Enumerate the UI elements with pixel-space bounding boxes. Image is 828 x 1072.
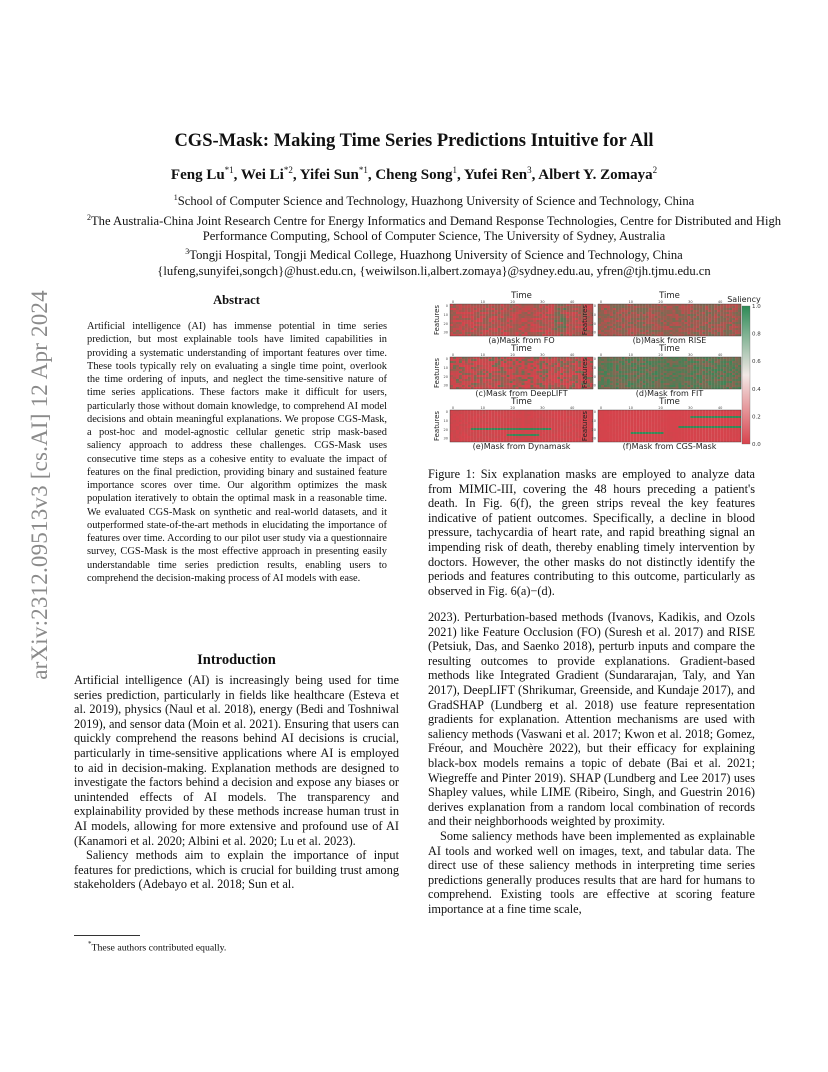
x-tick-label: 30 (688, 353, 693, 357)
figure-caption: Figure 1: Six explanation masks are employed to analyze data from MIMIC-III, covering the 48 hours preceding a patient's death. In Fig. 6(f), the green strips reveal the key features indicative of patient outcomes. Specifically, a decline in blood pressure, tachycardia of heart rate, and rapid breathing signal an impending risk of death, thereby enabling timely intervention by doctors. However, the other masks do not distinctly identify the periods and features contributing to this outcome, particularly as observed in Fig. 6(a)−(d). (428, 467, 755, 598)
x-tick-label: 10 (628, 353, 634, 357)
colorbar-tick-label: 0.2 (752, 414, 761, 421)
affiliation: $^3$Tongji Hospital, Tongji Medical College, Huazhong University of Science and Technology, China (185, 247, 683, 263)
x-tick-label: 40 (717, 300, 723, 304)
panel-ylabel: Features (581, 410, 589, 442)
y-tick-label: 30 (443, 330, 448, 335)
panel-axis-title: Time (511, 344, 532, 354)
x-tick-label: 0 (451, 353, 455, 357)
panel-caption: (c)Mask from DeepLIFT (475, 389, 568, 398)
y-tick-label: 20 (443, 374, 448, 379)
y-tick-label: 0 (445, 357, 448, 361)
x-tick-label: 30 (688, 406, 693, 410)
introduction-heading: Introduction (197, 652, 276, 668)
x-tick-label: 0 (451, 406, 455, 410)
author-list: Feng Lu$^{*1}$, Wei Li$^{*2}$, Yifei Sun$^{*1}$, Cheng Song$^1$, Yufei Ren$^3$, Albert Y. Zomaya$^2$ (170, 165, 658, 183)
x-tick-label: 40 (717, 406, 723, 410)
y-tick-label: 30 (591, 330, 596, 335)
author-name: Albert Y. Zomaya$^2$ (538, 165, 658, 183)
y-tick-label: 20 (443, 427, 448, 432)
y-tick-label: 20 (591, 427, 596, 432)
x-tick-label: 20 (658, 300, 663, 304)
y-tick-label: 30 (443, 383, 448, 388)
x-tick-label: 10 (628, 406, 634, 410)
y-tick-label: 30 (591, 436, 596, 441)
panel-axis-title: Time (511, 291, 532, 301)
x-tick-label: 10 (480, 353, 486, 357)
x-tick-label: 10 (480, 300, 486, 304)
panel-axis-title: Time (659, 397, 680, 407)
panel-caption: (f)Mask from CGS-Mask (622, 442, 717, 451)
panel-caption: (a)Mask from FO (488, 336, 555, 345)
y-tick-label: 10 (443, 365, 448, 370)
footnote: *These authors contributed equally. (88, 940, 227, 954)
y-tick-label: 10 (591, 418, 596, 423)
affiliation: $^1$School of Computer Science and Technology, Huazhong University of Science and Technology, China (173, 193, 695, 209)
panel-ylabel: Features (581, 357, 589, 389)
panel-axis-title: Time (659, 344, 680, 354)
paper-title: CGS-Mask: Making Time Series Predictions Intuitive for All (174, 131, 654, 151)
colorbar-tick-label: 0.0 (752, 442, 761, 448)
x-tick-label: 10 (628, 300, 634, 304)
author-name: Cheng Song$^1$ (375, 165, 457, 183)
paragraph: Saliency methods aim to explain the importance of input features for predictions, which is crucial for building trust among stakeholders (Adebayo et al. 2018; Sun et al. (74, 848, 399, 892)
figure-saliency-masks (428, 290, 768, 458)
panel-caption: (b)Mask from RISE (632, 336, 707, 345)
y-tick-label: 0 (445, 410, 448, 414)
y-tick-label: 0 (593, 357, 596, 361)
body-text-right (428, 610, 755, 916)
affiliations (84, 190, 784, 279)
arxiv-watermark: arXiv:2312.09513v3 [cs.AI] 12 Apr 2024 (27, 290, 52, 680)
author-name: Feng Lu$^{*1}$ (170, 165, 234, 183)
y-tick-label: 10 (591, 312, 596, 317)
x-tick-label: 0 (599, 406, 603, 410)
colorbar-tick-label: 0.8 (752, 331, 761, 338)
x-tick-label: 0 (599, 300, 603, 304)
emails: {lufeng,sunyifei,songch}@hust.edu.cn, {weiwilson.li,albert.zomaya}@sydney.edu.au, yfren@tjh.tjmu.edu.cn (157, 263, 711, 278)
y-tick-label: 0 (593, 410, 596, 414)
panel-ylabel: Features (433, 357, 441, 389)
x-tick-label: 20 (510, 300, 515, 304)
paragraph: Some saliency methods have been implemented as explainable AI tools and worked well on images, text, and tabular data. The direct use of these saliency methods in interpreting time series predictions generally produces results that are hard for humans to comprehend. Existing tools are effective at scoring feature importance at a fine time scale, (428, 828, 755, 916)
y-tick-label: 0 (593, 304, 596, 308)
panel-axis-title: Time (511, 397, 532, 407)
colorbar-tick-label: 0.4 (752, 386, 761, 393)
x-tick-label: 10 (480, 406, 486, 410)
x-tick-label: 20 (510, 406, 515, 410)
x-tick-label: 20 (658, 353, 663, 357)
x-tick-label: 20 (658, 406, 663, 410)
y-tick-label: 20 (591, 374, 596, 379)
y-tick-label: 20 (443, 321, 448, 326)
abstract-text: Artificial intelligence (AI) has immense potential in time series prediction, but most explainable tools have limited capabilities in providing a systematic understanding of important features over time. These tools typically rely on evaluating a single time point, overlook the time ordering of inputs, and neglect the time-sensitive nature of time series applications. These factors make it difficult for users, particularly those without domain knowledge, to comprehend AI model decisions and obtain meaningful explanations. We propose CGS-Mask, a post-hoc and model-agnostic cellular genetic strip mask-based saliency approach to address these challenges. CGS-Mask uses consecutive time steps as a cohesive entity to evaluate the impact of features on the final prediction, providing binary and sustained feature importance scores over time. Our algorithm optimizes the mask population iteratively to obtain the optimal mask in a reasonable time. We evaluated CGS-Mask on synthetic and real-world datasets, and it outperformed state-of-the-art methods in elucidating the importance of features over time. According to our pilot user study via a questionnaire survey, CGS-Mask is the most effective approach in presenting easily understandable time series prediction results, enabling users to comprehend the decision-making process of AI models with ease. (87, 321, 387, 584)
panel-ylabel: Features (581, 304, 589, 336)
colorbar-tick-label: 1.0 (752, 304, 761, 310)
panel-ylabel: Features (433, 410, 441, 442)
paragraph: Artificial intelligence (AI) is increasingly being used for time series prediction, particularly in fields like healthcare (Esteva et al. 2019), physics (Naul et al. 2018), energy (Bedi and Toshniwal 2019), and sensor data (Moin et al. 2021). Ensuring that users can quickly comprehend the reasons behind AI decisions is crucial, particularly in time-sensitive applications where AI is employed to aid in decision-making. Explanation methods are designed to investigate the factors behind a decision and expose any biases or unintended effects of AI models. The transparency and explainability provided by these methods increase human trust in AI models, allowing for more extensive and profound use of AI (Kanamori et al. 2020; Albini et al. 2020; Lu et al. 2023). (74, 673, 399, 848)
x-tick-label: 30 (540, 300, 545, 304)
x-tick-label: 20 (510, 353, 515, 357)
panel-caption: (e)Mask from Dynamask (472, 442, 571, 451)
abstract-heading: Abstract (213, 293, 260, 307)
y-tick-label: 10 (443, 312, 448, 317)
colorbar-title: Saliency (727, 295, 761, 304)
introduction-text (74, 673, 399, 892)
y-tick-label: 10 (591, 365, 596, 370)
y-tick-label: 10 (443, 418, 448, 423)
y-tick-label: 20 (591, 321, 596, 326)
x-tick-label: 0 (599, 353, 603, 357)
footnote-rule (74, 935, 140, 936)
x-tick-label: 40 (569, 353, 575, 357)
panel-caption: (d)Mask from FIT (635, 389, 704, 398)
y-tick-label: 30 (591, 383, 596, 388)
x-tick-label: 0 (451, 300, 455, 304)
y-tick-label: 0 (445, 304, 448, 308)
x-tick-label: 30 (540, 353, 545, 357)
affiliation: $^2$The Australia-China Joint Research Centre for Energy Informatics and Demand Response Technologies, Centre for Distributed and High Performance Computing, School of Computer Science, The University of Sydney, Australia (86, 212, 782, 243)
x-tick-label: 30 (688, 300, 693, 304)
colorbar-tick-label: 0.6 (752, 359, 761, 366)
x-tick-label: 40 (717, 353, 723, 357)
y-tick-label: 30 (443, 436, 448, 441)
x-tick-label: 30 (540, 406, 545, 410)
author-name: Wei Li$^{*2}$ (240, 165, 293, 183)
paragraph: 2023). Perturbation-based methods (Ivanovs, Kadikis, and Ozols 2021) like Feature Occlusion (FO) (Suresh et al. 2017) and RISE (Petsiuk, Das, and Saenko 2018), perturb inputs and compare the resulting outcomes to provide explanations. Gradient-based methods like Integrated Gradient (Sundararajan, Taly, and Yan 2017), DeepLIFT (Shrikumar, Greenside, and Kundaje 2017), and GradSHAP (Lundberg et al. 2018) use feature representation gradients for explanation. Attention mechanisms are used with saliency methods (Vaswani et al. 2017; Kwon et al. 2018; Gomez, Fréour, and Mouchère 2022), but their efficacy for explaining black-box models remains a topic of debate (Bai et al. 2021; Wiegreffe and Pinter 2019). SHAP (Lundberg and Lee 2017) uses Shapley values, while LIME (Ribeiro, Singh, and Guestrin 2016) derives explanation from a random local combination of records and their neighborhoods weighted by proximity. (428, 610, 755, 829)
x-tick-label: 40 (569, 406, 575, 410)
panel-ylabel: Features (433, 304, 441, 336)
author-name: Yifei Sun$^{*1}$ (299, 165, 368, 183)
author-name: Yufei Ren$^3$ (463, 165, 532, 183)
x-tick-label: 40 (569, 300, 575, 304)
colorbar (742, 306, 750, 444)
panel-axis-title: Time (659, 291, 680, 301)
